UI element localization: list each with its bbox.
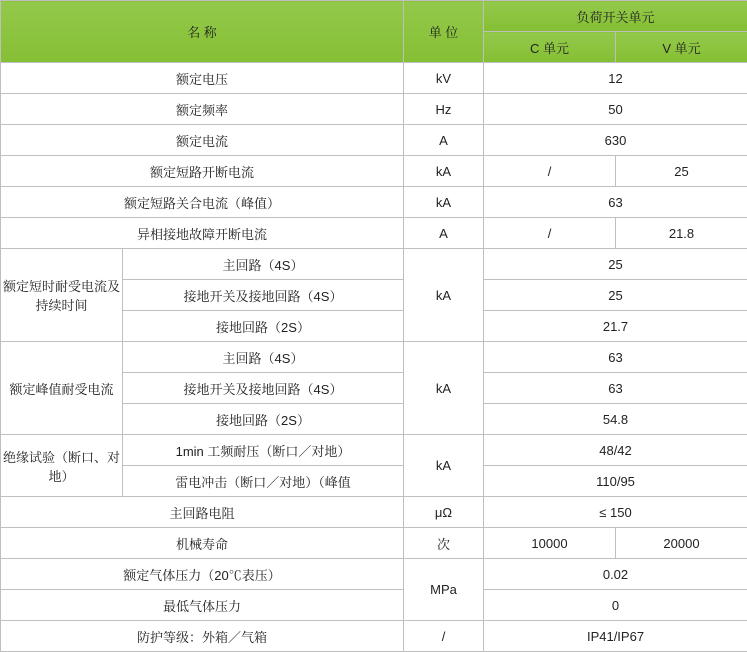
row-unit: MPa	[404, 559, 484, 621]
table-row	[1, 187, 747, 218]
header-name: 名 称	[1, 1, 404, 63]
table-row	[1, 218, 747, 249]
row-value: 63	[484, 187, 747, 218]
row-value: 12	[484, 63, 747, 94]
header-sub-v: V 单元	[616, 32, 747, 63]
row-unit: A	[404, 218, 484, 249]
row-value: 63	[484, 342, 747, 373]
table-row	[1, 497, 747, 528]
row-value-c: 10000	[484, 528, 616, 559]
row-group-name: 额定峰值耐受电流	[1, 342, 123, 435]
row-value: 25	[484, 280, 747, 311]
row-value-v: 20000	[616, 528, 747, 559]
row-value-c: /	[484, 156, 616, 187]
table-row	[1, 435, 747, 466]
row-value-c: /	[484, 218, 616, 249]
table-row	[1, 249, 747, 280]
header-sub-c: C 单元	[484, 32, 616, 63]
row-value: 110/95	[484, 466, 747, 497]
row-value: 54.8	[484, 404, 747, 435]
table-row	[1, 125, 747, 156]
table-body	[1, 63, 747, 652]
row-value: 0.02	[484, 559, 747, 590]
row-sub-name: 主回路（4S）	[123, 249, 404, 280]
row-value: IP41/IP67	[484, 621, 747, 652]
row-unit: Hz	[404, 94, 484, 125]
row-value-v: 25	[616, 156, 747, 187]
row-value: 21.7	[484, 311, 747, 342]
row-name: 异相接地故障开断电流	[1, 218, 404, 249]
table-row	[1, 342, 747, 373]
row-sub-name: 接地回路（2S）	[123, 404, 404, 435]
table-header	[1, 1, 747, 63]
row-name: 主回路电阻	[1, 497, 404, 528]
row-unit: kA	[404, 435, 484, 497]
row-sub-name: 接地回路（2S）	[123, 311, 404, 342]
row-unit: /	[404, 621, 484, 652]
row-value: 63	[484, 373, 747, 404]
table-row	[1, 590, 747, 621]
row-value: 25	[484, 249, 747, 280]
row-unit: A	[404, 125, 484, 156]
row-name: 机械寿命	[1, 528, 404, 559]
row-name: 额定短路开断电流	[1, 156, 404, 187]
row-group-name: 绝缘试验（断口、对地）	[1, 435, 123, 497]
row-name: 额定短路关合电流（峰值）	[1, 187, 404, 218]
row-group-name: 额定短时耐受电流及持续时间	[1, 249, 123, 342]
row-value: ≤ 150	[484, 497, 747, 528]
row-unit: kA	[404, 249, 484, 342]
row-value: 0	[484, 590, 747, 621]
table-row	[1, 621, 747, 652]
row-name: 额定电流	[1, 125, 404, 156]
table-row	[1, 156, 747, 187]
header-unit: 单 位	[404, 1, 484, 63]
table-row	[1, 559, 747, 590]
table-row	[1, 63, 747, 94]
row-value: 48/42	[484, 435, 747, 466]
row-unit: kA	[404, 342, 484, 435]
row-name: 防护等级：外箱／气箱	[1, 621, 404, 652]
row-name: 最低气体压力	[1, 590, 404, 621]
header-group: 负荷开关单元	[484, 1, 747, 32]
row-name: 额定频率	[1, 94, 404, 125]
header-row-main	[1, 1, 747, 32]
table-row	[1, 94, 747, 125]
row-name: 额定电压	[1, 63, 404, 94]
row-sub-name: 主回路（4S）	[123, 342, 404, 373]
row-unit: μΩ	[404, 497, 484, 528]
row-unit: kA	[404, 187, 484, 218]
row-sub-name: 雷电冲击（断口／对地）（峰值	[123, 466, 404, 497]
row-value: 630	[484, 125, 747, 156]
row-sub-name: 接地开关及接地回路（4S）	[123, 280, 404, 311]
table-row	[1, 528, 747, 559]
row-unit: kA	[404, 156, 484, 187]
row-unit: 次	[404, 528, 484, 559]
row-sub-name: 1min 工频耐压（断口／对地）	[123, 435, 404, 466]
row-name: 额定气体压力（20℃表压）	[1, 559, 404, 590]
row-value-v: 21.8	[616, 218, 747, 249]
row-value: 50	[484, 94, 747, 125]
row-unit: kV	[404, 63, 484, 94]
row-sub-name: 接地开关及接地回路（4S）	[123, 373, 404, 404]
